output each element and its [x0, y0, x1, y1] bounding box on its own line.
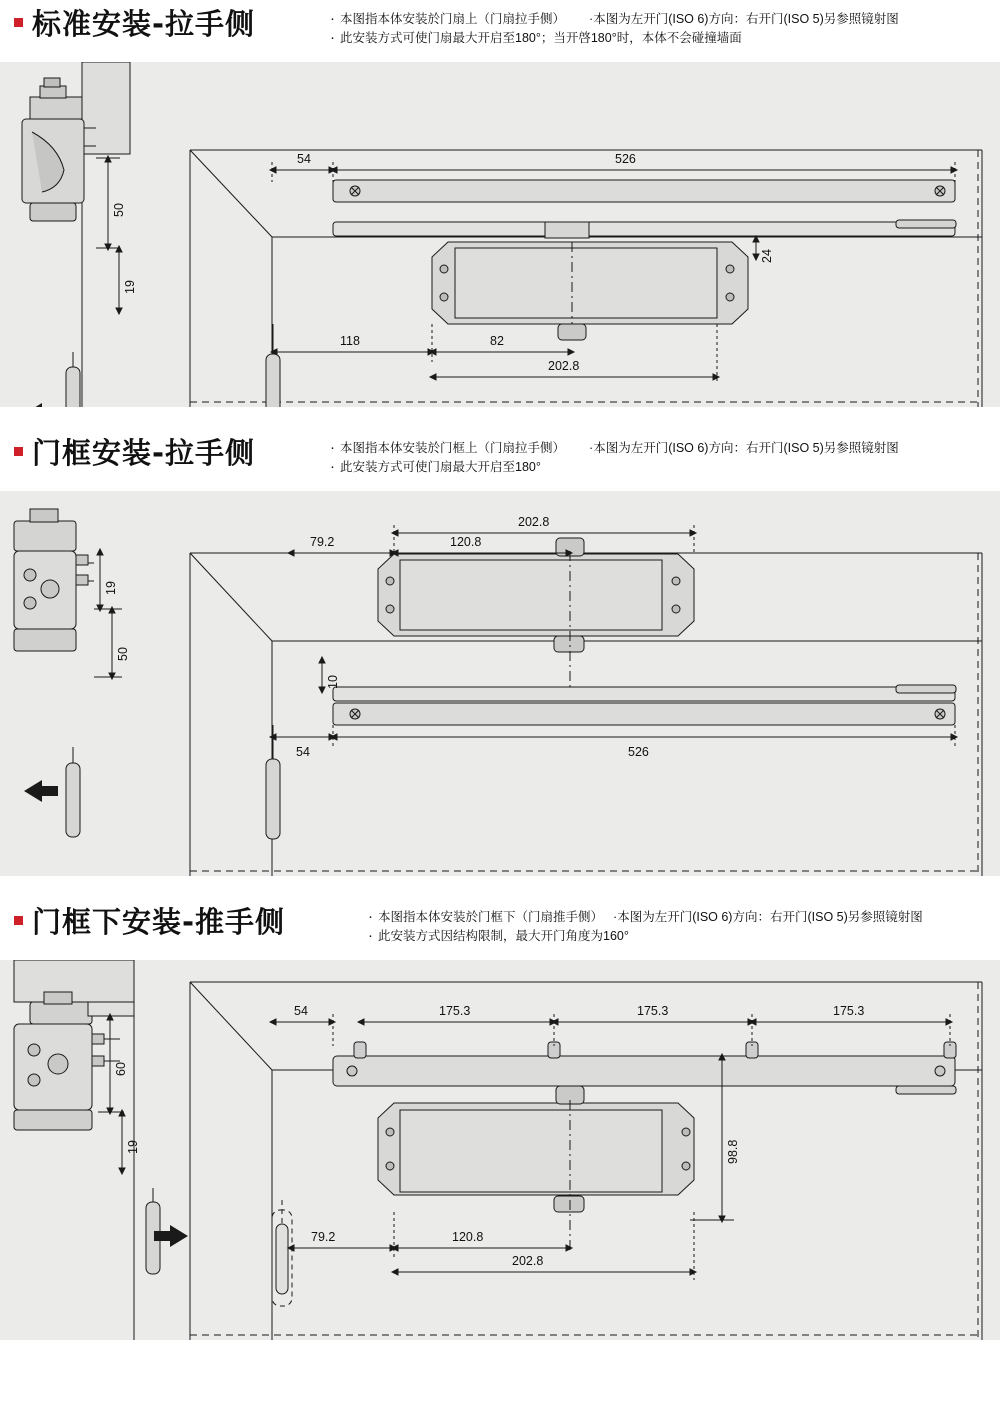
section-spacer — [0, 876, 1000, 898]
note-line: · 本图指本体安装於门框上（门扇拉手侧） ·本图为左开门(ISO 6)方向：右开门(ISO 5)另参照镜射图 — [330, 439, 899, 458]
bullet-marker — [14, 447, 23, 456]
section-header — [0, 898, 1000, 960]
section-notes — [330, 439, 899, 477]
drawing-panel-frame — [0, 491, 1000, 876]
section-notes — [368, 908, 923, 946]
note-line — [368, 927, 923, 946]
section-header — [0, 429, 1000, 491]
dim-arm-offset: 54 — [296, 745, 310, 759]
section-header — [0, 0, 1000, 62]
section-standard-install — [0, 0, 1000, 407]
technical-drawing-frame — [0, 491, 1000, 876]
note-text: 此安装方式可使门扇最大开启至180°；当开啓180°时，本体不会碰撞墙面 — [340, 31, 742, 45]
dim-rail-thickness: 24 — [760, 249, 774, 263]
dim-body-height-left: 50 — [116, 647, 130, 661]
dim-arm-offset: 54 — [294, 1004, 308, 1018]
dim-rail-drop: 10 — [326, 675, 340, 689]
dim-seg2: 175.3 — [637, 1004, 669, 1018]
dim-body-small-left: 19 — [123, 280, 137, 294]
dim-body-half: 82 — [490, 334, 504, 348]
dim-arm-length: 526 — [628, 745, 649, 759]
dim-body-height-left: 50 — [112, 203, 126, 217]
bullet-marker — [14, 18, 23, 27]
section-spacer — [0, 407, 1000, 429]
dim-body-total: 202.8 — [548, 359, 580, 373]
dim-body-total: 202.8 — [518, 515, 550, 529]
note-text: 此安装方式可使门扇最大开启至180° — [340, 460, 541, 474]
section-notes — [330, 10, 899, 48]
dim-to-body-left: 118 — [340, 334, 360, 348]
section-title: 标准安装-拉手侧 — [32, 7, 256, 41]
note-text: 本图为左开门(ISO 6)方向：右开门(ISO 5)另参照镜射图 — [593, 441, 899, 455]
dim-body-total: 202.8 — [512, 1254, 544, 1268]
note-text: 本图为左开门(ISO 6)方向：右开门(ISO 5)另参照镜射图 — [617, 910, 923, 924]
drawing-panel-standard — [0, 62, 1000, 407]
note-text: 此安装方式因结构限制，最大开门角度为160° — [378, 929, 629, 943]
note-line — [330, 29, 899, 48]
technical-drawing-standard — [0, 62, 1000, 407]
note-text: 本图为左开门(ISO 6)方向：右开门(ISO 5)另参照镜射图 — [593, 12, 899, 26]
dim-right-offset: 120.8 — [452, 1230, 484, 1244]
section-title: 门框安装-拉手侧 — [32, 436, 256, 470]
dim-arm-length: 526 — [615, 152, 636, 166]
dim-seg1: 175.3 — [439, 1004, 471, 1018]
dim-body-height-left: 60 — [114, 1062, 128, 1076]
drawing-panel-under-frame — [0, 960, 1000, 1340]
note-text: 本图指本体安装於门框上（门扇拉手侧） — [340, 441, 566, 455]
dim-arm-offset: 54 — [297, 152, 311, 166]
dim-vertical-drop: 98.8 — [726, 1139, 740, 1164]
dim-right-offset: 120.8 — [450, 535, 482, 549]
dim-seg3: 175.3 — [833, 1004, 865, 1018]
note-text: 本图指本体安装於门框下（门扇推手侧） — [378, 910, 604, 924]
section-title: 门框下安装-推手侧 — [32, 905, 286, 939]
note-text: 本图指本体安装於门扇上（门扇拉手侧） — [340, 12, 566, 26]
note-line: · 本图指本体安装於门扇上（门扇拉手侧） ·本图为左开门(ISO 6)方向：右开门(ISO 5)另参照镜射图 — [330, 10, 899, 29]
bullet-marker — [14, 916, 23, 925]
dim-body-small-left: 19 — [104, 581, 118, 595]
section-frame-install — [0, 429, 1000, 876]
section-under-frame-install — [0, 898, 1000, 1340]
note-line — [330, 458, 899, 477]
dim-left-offset: 79.2 — [310, 535, 335, 549]
dim-left-offset: 79.2 — [311, 1230, 336, 1244]
dim-body-small-left: 19 — [126, 1140, 140, 1154]
note-line: · 本图指本体安装於门框下（门扇推手侧） ·本图为左开门(ISO 6)方向：右开门(ISO 5)另参照镜射图 — [368, 908, 923, 927]
